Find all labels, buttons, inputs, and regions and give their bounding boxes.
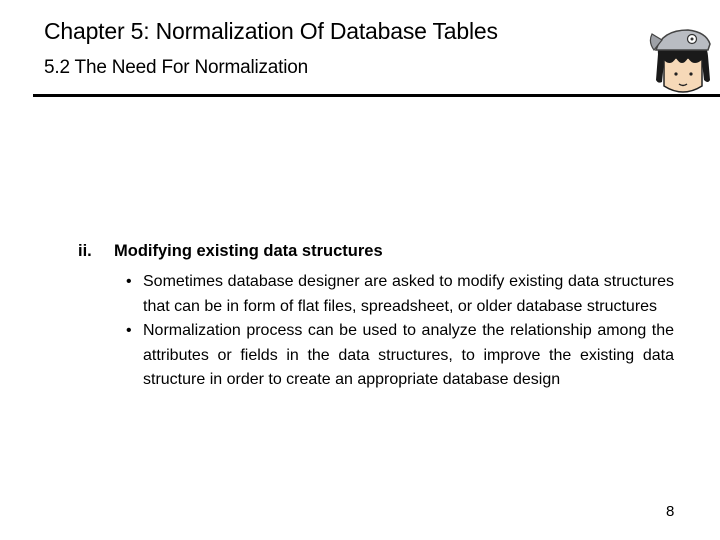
bullet-list [126, 270, 674, 393]
section-heading-text: Modifying existing data structures [114, 242, 383, 260]
bullet-dot-icon: • [126, 273, 132, 290]
cartoon-head-with-cap-icon [648, 24, 718, 96]
list-item [126, 270, 674, 319]
title-divider [33, 94, 720, 97]
page-number: 8 [666, 503, 675, 520]
slide-title: Chapter 5: Normalization Of Database Tables [44, 18, 498, 44]
section-heading [78, 242, 383, 261]
slide-subtitle: 5.2 The Need For Normalization [44, 57, 308, 78]
section-numeral: ii. [78, 242, 92, 260]
bullet-text: Sometimes database designer are asked to modify existing data structures that can be in form of flat files, spreadsheet, or older database structures [143, 273, 674, 315]
bullet-text: Normalization process can be used to analyze the relationship among the attributes or fields in the data structures, to improve the existing data structure in order to create an appropriate database design [143, 322, 674, 388]
bullet-dot-icon: • [126, 322, 132, 339]
list-item [126, 319, 674, 393]
